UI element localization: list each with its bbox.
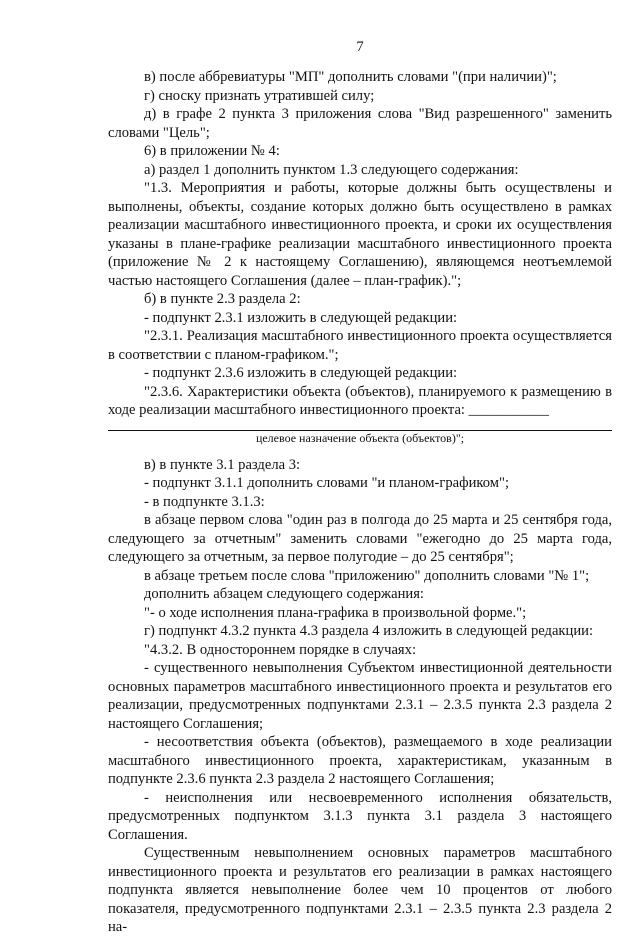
- paragraph: "1.3. Мероприятия и работы, которые должны быть осуществлены и выполнены, объекты, создание которых должно быть осуществлено в рамках реализации масштабного инвестиционного проекта, и сроки их осуществления указаны в плане-графике реализации масштабного инвестиционного проекта (приложение № 2 к настоящему Соглашению), являющемся неотъемлемой частью настоящего Соглашения (далее – план-график).";: [108, 180, 612, 289]
- paragraph: "- о ходе исполнения плана-графика в произвольной форме.";: [144, 604, 527, 621]
- paragraph: "2.3.6. Характеристики объекта (объектов), планируемого к размещению в ходе реализации масштабного инвестиционного проекта: ___________: [108, 383, 612, 418]
- paragraph: - подпункт 2.3.1 изложить в следующей редакции:: [144, 309, 458, 326]
- paragraph: в абзаце третьем после слова "приложению" дополнить словами "№ 1";: [144, 567, 590, 584]
- paragraph: "4.3.2. В одностороннем порядке в случаях:: [144, 641, 417, 658]
- paragraph: в абзаце первом слова "один раз в полгода до 25 марта и 25 сентября года, следующего за отчетным" заменить словами "ежегодно до 25 марта года, следующего за отчетным, за первое полугодие – до 25 сентября";: [108, 512, 612, 565]
- paragraph: в) в пункте 3.1 раздела 3:: [144, 456, 301, 473]
- paragraph: д) в графе 2 пункта 3 приложения слова "Вид разрешенного" заменить словами "Цель";: [108, 106, 612, 141]
- paragraph: - неисполнения или несвоевременного исполнения обязательств, предусмотренных подпунктом 3.1.3 пункта 3.1 раздела 3 настоящего Соглашения.: [108, 789, 612, 843]
- paragraph: "2.3.1. Реализация масштабного инвестиционного проекта осуществляется в соответствии с планом-графиком.";: [108, 328, 612, 363]
- fill-in-caption: целевое назначение объекта (объектов)";: [255, 430, 465, 445]
- paragraph: 6) в приложении № 4:: [144, 143, 280, 159]
- paragraph: б) в пункте 2.3 раздела 2:: [144, 291, 301, 307]
- paragraph: г) подпункт 4.3.2 пункта 4.3 раздела 4 изложить в следующей редакции:: [144, 623, 594, 639]
- paragraph: - подпункт 3.1.1 дополнить словами "и планом-графиком";: [144, 475, 509, 491]
- paragraph: а) раздел 1 дополнить пунктом 1.3 следующего содержания:: [144, 161, 519, 178]
- paragraph: - подпункт 2.3.6 изложить в следующей редакции:: [144, 365, 458, 381]
- paragraph: г) сноску признать утратившей силу;: [144, 87, 375, 104]
- paragraph: в) после аббревиатуры "МП" дополнить словами "(при наличии)";: [144, 69, 557, 85]
- paragraph: - несоответствия объекта (объектов), размещаемого в ходе реализации масштабного инвестиционного проекта, характеристикам, указанным в подпункте 2.3.6 пункта 2.3 раздела 2 настоящего Соглашения;: [108, 734, 612, 787]
- paragraph: Существенным невыполнением основных параметров масштабного инвестиционного проекта и результатов его реализации в рамках настоящего подпункта является невыполнение более чем 10 процентов от любого показателя, предусмотренного подпунктами 2.3.1 – 2.3.5 пункта 2.3 раздела 2 на-: [108, 845, 612, 935]
- paragraph: - в подпункте 3.1.3:: [144, 493, 265, 510]
- paragraph: - существенного невыполнения Субъектом инвестиционной деятельности основных параметров масштабного инвестиционного проекта и результатов его реализации, предусмотренных подпунктами 2.3.1 – 2.3.5 пункта 2.3 раздела 2 настоящего Соглашения;: [108, 660, 612, 732]
- paragraph: дополнить абзацем следующего содержания:: [144, 586, 424, 602]
- page-number: 7: [356, 39, 364, 55]
